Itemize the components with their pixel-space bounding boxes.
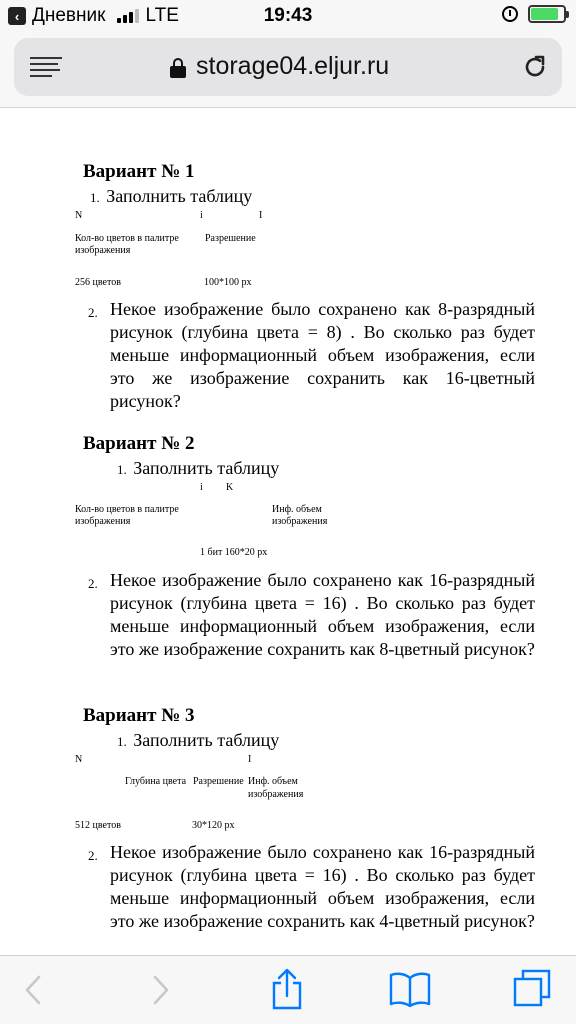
v1-col1: Кол-во цветов в палитре (75, 233, 179, 244)
reader-menu-icon[interactable] (30, 57, 62, 77)
browser-toolbar (0, 955, 576, 1024)
v3-hdr-I: I (248, 754, 252, 765)
v3-col3: Инф. объем (248, 776, 298, 787)
v1-row-colors: 256 цветов (75, 277, 121, 288)
forward-icon[interactable] (150, 974, 172, 1006)
variant-1-title: Вариант № 1 (83, 161, 195, 182)
v3-col3b: изображения (248, 789, 304, 800)
back-icon[interactable] (22, 974, 44, 1006)
v2-row: 1 бит 160*20 px (200, 547, 268, 558)
v1-col2: Разрешение (205, 233, 256, 244)
v1-task2-num: 2. (88, 305, 98, 320)
v2-task2-num: 2. (88, 576, 98, 591)
v1-task1-num: 1. (90, 190, 100, 205)
v3-task1-num: 1. (117, 734, 127, 749)
back-app-label[interactable]: Дневник (32, 5, 106, 26)
v2-task1-num: 1. (117, 462, 127, 477)
bookmarks-icon[interactable] (388, 970, 432, 1008)
v3-task2-num: 2. (88, 848, 98, 863)
variant-3-title: Вариант № 3 (83, 705, 195, 726)
status-bar (0, 0, 576, 32)
v1-hdr-n: N (75, 210, 83, 221)
alarm-icon (502, 6, 518, 22)
url-text[interactable]: storage04.eljur.ru (196, 52, 390, 80)
v2-col3: Инф. объем (272, 504, 322, 515)
v3-task2: Некое изображение было сохранено как 16-разрядный рисунок (глубина цвета = 16) . Во сколько раз будет меньше информационный объем изображения, если это же изображение сохранить как 4-цветный рисунок? (110, 842, 535, 931)
battery-fill (531, 8, 558, 20)
v1-task1-text: Заполнить таблицу (106, 186, 253, 206)
battery-icon (528, 5, 566, 23)
v1-task1 (90, 186, 252, 207)
v3-col1: Глубина цвета (125, 776, 187, 787)
v3-col2: Разрешение (193, 776, 244, 787)
v2-task1 (117, 458, 279, 479)
v3-hdr-n: N (75, 754, 83, 765)
tabs-icon[interactable] (512, 968, 552, 1008)
reload-icon[interactable] (522, 54, 548, 80)
variant-2-title: Вариант № 2 (83, 433, 195, 454)
document (0, 109, 576, 955)
status-time: 19:43 (263, 5, 313, 26)
back-to-app-icon[interactable]: ‹ (8, 7, 26, 25)
v3-task1-text: Заполнить таблицу (133, 730, 280, 750)
v1-row-res: 100*100 px (204, 277, 252, 288)
v3-task1 (117, 730, 279, 751)
v2-col3b: изображения (272, 516, 328, 527)
v1-task2: Некое изображение было сохранено как 8-разрядный рисунок (глубина цвета = 8) . Во сколько раз будет меньше информационный объем изображения, если это же изображение сохранить как 16-цветный рисунок? (110, 299, 535, 411)
v2-col1b: изображения (75, 516, 131, 527)
v3-row-colors: 512 цветов (75, 820, 121, 831)
status-right (502, 5, 566, 23)
v2-task1-text: Заполнить таблицу (133, 458, 280, 478)
v3-row-res: 30*120 px (192, 820, 235, 831)
v2-col1: Кол-во цветов в палитре (75, 504, 179, 515)
address-bar[interactable] (14, 38, 562, 96)
v2-task2: Некое изображение было сохранено как 16-разрядный рисунок (глубина цвета = 16) . Во сколько раз будет меньше информационный объем изображения, если это же изображение сохранить как 8-цветный рисунок? (110, 570, 535, 659)
v2-hdr-K: K (226, 482, 234, 493)
v1-hdr-i: i (200, 210, 203, 221)
v1-col1b: изображения (75, 245, 131, 256)
carrier-label: LTE (145, 5, 179, 26)
v2-hdr-i: i (200, 482, 203, 493)
browser-bar (0, 32, 576, 108)
v1-hdr-I: I (259, 210, 263, 221)
share-icon[interactable] (270, 968, 304, 1010)
lock-icon (170, 58, 186, 78)
